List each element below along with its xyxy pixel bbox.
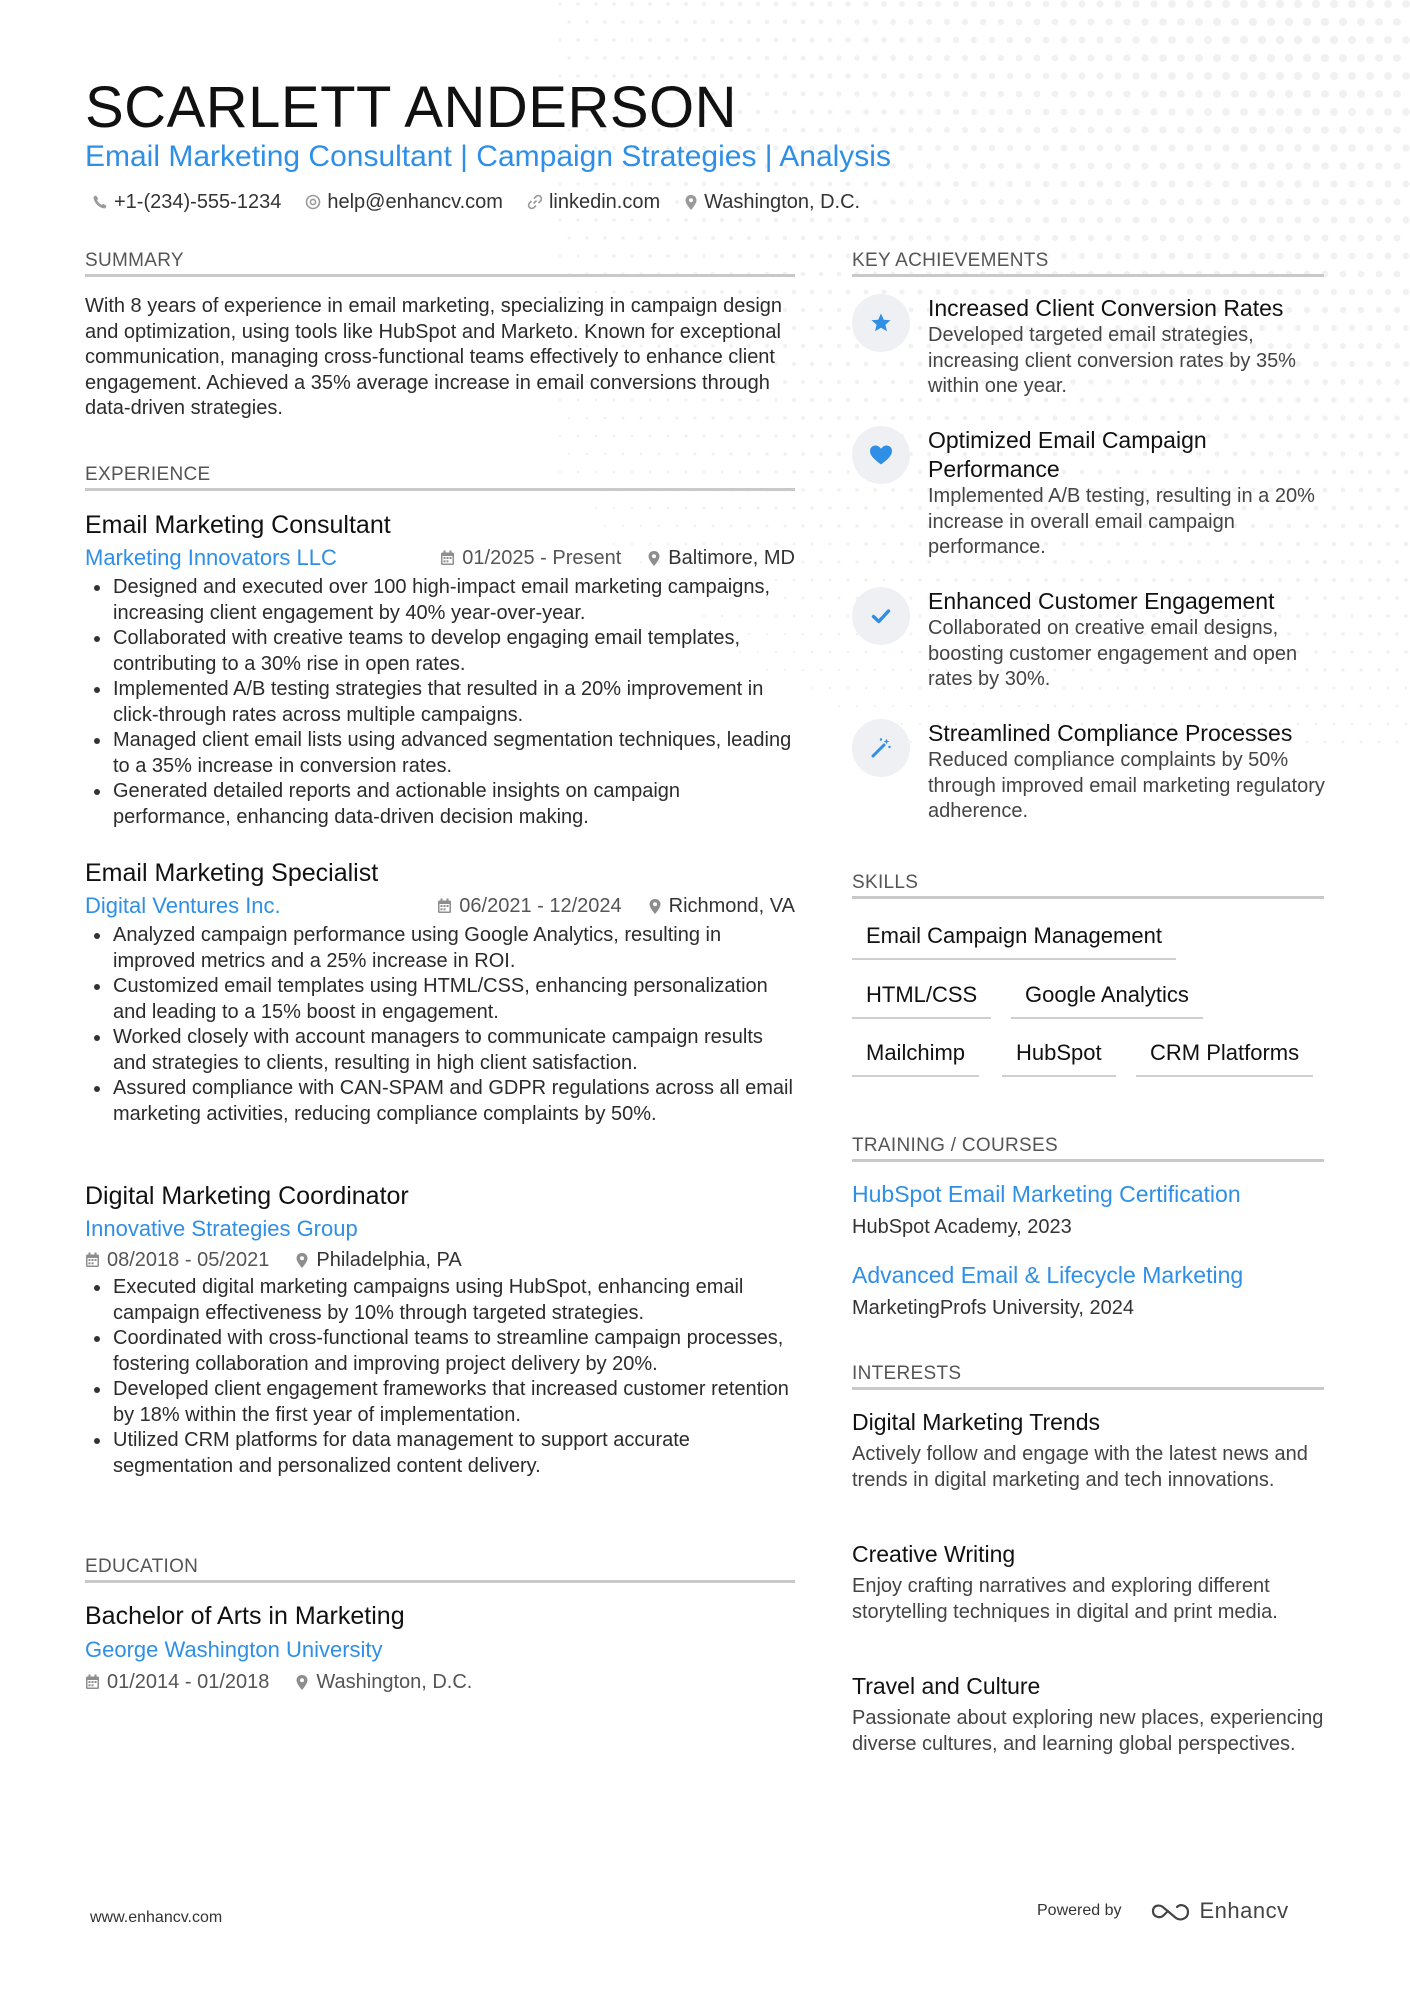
school-name[interactable]: George Washington University	[85, 1636, 383, 1662]
check-icon	[869, 604, 893, 628]
section-divider	[85, 488, 795, 491]
contact-phone[interactable]	[92, 189, 281, 215]
section-divider	[852, 274, 1324, 277]
bullet-item: Assured compliance with CAN-SPAM and GDPR regulations across all email marketing activities, reducing compliance complaints by 50%.	[85, 1076, 795, 1127]
heart-icon	[868, 443, 894, 467]
job-location	[648, 895, 795, 918]
education-dates	[85, 1671, 269, 1694]
section-divider	[85, 274, 795, 277]
job-company[interactable]: Digital Ventures Inc.	[85, 893, 281, 918]
job-dates	[85, 1249, 269, 1272]
job-meta	[85, 889, 795, 923]
job-location-text: Philadelphia, PA	[316, 1248, 462, 1271]
interest-title: Digital Marketing Trends	[852, 1409, 1100, 1435]
job-location-text: Baltimore, MD	[668, 546, 795, 569]
magic-wand-icon	[869, 736, 893, 760]
contact-location	[684, 189, 860, 215]
candidate-name: SCARLETT ANDERSON	[85, 75, 738, 140]
bullet-item: Collaborated with creative teams to develop engaging email templates, contributing to a 30% rise in open rates.	[85, 626, 795, 677]
contact-bar	[92, 189, 884, 215]
linkedin-text: linkedin.com	[548, 191, 661, 213]
job-location	[647, 547, 795, 570]
location-pin-icon	[295, 1252, 309, 1269]
achievement-title: Optimized Email Campaign Performance	[928, 427, 1207, 482]
job-company[interactable]: Marketing Innovators LLC	[85, 545, 337, 570]
interest-desc: Passionate about exploring new places, experiencing diverse cultures, and learning global perspectives.	[852, 1707, 1324, 1755]
achievement-desc: Reduced compliance complaints by 50% through improved email marketing regulatory adherence.	[928, 749, 1325, 822]
job-bullets	[85, 1275, 795, 1479]
bullet-item: Worked closely with account managers to communicate campaign results and strategies to clients, resulting in high client satisfaction.	[85, 1025, 795, 1076]
bullet-item: Analyzed campaign performance using Google Analytics, resulting in improved metrics and a 25% increase in ROI.	[85, 923, 795, 974]
section-heading-skills: SKILLS	[852, 872, 919, 893]
phone-text: +1-(234)-555-1234	[114, 191, 282, 213]
location-pin-icon	[684, 194, 698, 211]
experience-entry	[85, 509, 795, 830]
skill-chip: HTML/CSS	[852, 981, 991, 1019]
job-role: Digital Marketing Coordinator	[85, 1182, 409, 1210]
interest-desc: Enjoy crafting narratives and exploring different storytelling techniques in digital and print media.	[852, 1575, 1278, 1623]
education-entry	[85, 1600, 795, 1697]
achievement-desc: Collaborated on creative email designs, boosting customer engagement and open rates by 30%.	[928, 617, 1298, 690]
job-dates	[437, 895, 621, 918]
footer-powered-by[interactable]	[1037, 1898, 1289, 1924]
bullet-item: Developed client engagement frameworks that increased customer retention by 18% within the first year of implementation.	[85, 1377, 795, 1428]
star-icon	[869, 311, 893, 335]
job-bullets	[85, 575, 795, 830]
link-icon	[527, 194, 543, 210]
calendar-icon	[437, 898, 452, 914]
location-pin-icon	[647, 550, 661, 567]
degree: Bachelor of Arts in Marketing	[85, 1602, 405, 1630]
bullet-item: Managed client email lists using advanced segmentation techniques, leading to a 35% increase in conversion rates.	[85, 728, 795, 779]
interest-title: Travel and Culture	[852, 1673, 1041, 1699]
education-dates-text: 01/2014 - 01/2018	[107, 1670, 270, 1693]
achievement-title: Enhanced Customer Engagement	[928, 588, 1275, 614]
bullet-item: Generated detailed reports and actionable insights on campaign performance, enhancing data-driven decision making.	[85, 779, 795, 830]
job-dates-text: 08/2018 - 05/2021	[107, 1248, 270, 1271]
section-divider	[852, 1159, 1324, 1162]
skill-chip: HubSpot	[1002, 1039, 1116, 1077]
course-source: HubSpot Academy, 2023	[852, 1216, 1072, 1238]
location-pin-icon	[295, 1674, 309, 1691]
section-divider	[85, 1580, 795, 1583]
achievement-desc: Developed targeted email strategies, increasing client conversion rates by 35% within one year.	[928, 324, 1296, 397]
skill-chip: CRM Platforms	[1136, 1039, 1313, 1077]
calendar-icon	[85, 1252, 100, 1268]
job-company[interactable]: Innovative Strategies Group	[85, 1215, 358, 1241]
footer-website[interactable]: www.enhancv.com	[90, 1909, 223, 1926]
education-location	[295, 1671, 472, 1694]
course-title[interactable]: HubSpot Email Marketing Certification	[852, 1181, 1241, 1207]
section-heading-summary: SUMMARY	[85, 250, 184, 271]
bullet-item: Executed digital marketing campaigns using HubSpot, enhancing email campaign effectiveness by 10% through targeted strategies.	[85, 1275, 795, 1326]
bullet-item: Utilized CRM platforms for data management to support accurate segmentation and personalized content delivery.	[85, 1428, 795, 1479]
experience-entry	[85, 857, 795, 1127]
job-dates-text: 01/2025 - Present	[462, 546, 622, 569]
enhancv-logo-icon	[1150, 1900, 1194, 1922]
job-location	[295, 1249, 461, 1272]
section-heading-achievements: KEY ACHIEVEMENTS	[852, 250, 1049, 271]
location-text: Washington, D.C.	[704, 191, 861, 213]
section-divider	[852, 896, 1324, 899]
achievement-item	[852, 426, 1327, 561]
contact-email[interactable]	[305, 189, 503, 215]
section-heading-experience: EXPERIENCE	[85, 464, 211, 485]
section-heading-interests: INTERESTS	[852, 1363, 962, 1384]
achievement-item	[852, 719, 1327, 825]
skill-chip: Email Campaign Management	[852, 922, 1176, 960]
job-role: Email Marketing Consultant	[85, 511, 391, 539]
job-location-text: Richmond, VA	[668, 894, 795, 917]
achievement-title: Increased Client Conversion Rates	[928, 295, 1284, 321]
candidate-title: Email Marketing Consultant | Campaign Strategies | Analysis	[85, 140, 891, 173]
job-dates	[440, 547, 621, 570]
job-role: Email Marketing Specialist	[85, 859, 379, 887]
interest-title: Creative Writing	[852, 1541, 1016, 1567]
education-location-text: Washington, D.C.	[316, 1670, 473, 1693]
location-pin-icon	[648, 898, 662, 915]
calendar-icon	[85, 1674, 100, 1690]
skill-chip: Google Analytics	[1011, 981, 1203, 1019]
experience-entry	[85, 1180, 795, 1479]
course-title[interactable]: Advanced Email & Lifecycle Marketing	[852, 1262, 1244, 1288]
achievement-desc: Implemented A/B testing, resulting in a 20% increase in overall email campaign performance.	[928, 485, 1315, 558]
email-text: help@enhancv.com	[327, 191, 503, 213]
section-heading-training: TRAINING / COURSES	[852, 1135, 1058, 1156]
bullet-item: Implemented A/B testing strategies that resulted in a 20% improvement in click-through rates across multiple campaigns.	[85, 677, 795, 728]
brand-name: Enhancv	[1199, 1898, 1289, 1923]
achievement-item	[852, 294, 1327, 400]
powered-by-label: Powered by	[1037, 1902, 1122, 1919]
at-icon	[305, 194, 321, 210]
job-meta	[85, 1212, 795, 1245]
job-dates-text: 06/2021 - 12/2024	[459, 894, 622, 917]
contact-linkedin[interactable]	[527, 189, 660, 215]
skill-chip: Mailchimp	[852, 1039, 979, 1077]
bullet-item: Designed and executed over 100 high-impact email marketing campaigns, increasing client engagement by 40% year-over-year.	[85, 575, 795, 626]
achievement-title: Streamlined Compliance Processes	[928, 720, 1293, 746]
job-meta	[85, 541, 795, 575]
calendar-icon	[440, 550, 455, 566]
bullet-item: Coordinated with cross-functional teams to streamline campaign processes, fostering collaboration and improving project delivery by 20%.	[85, 1326, 795, 1377]
section-divider	[852, 1387, 1324, 1390]
achievement-item	[852, 587, 1327, 693]
interest-desc: Actively follow and engage with the latest news and trends in digital marketing and tech innovations.	[852, 1443, 1308, 1491]
job-bullets	[85, 923, 795, 1127]
section-heading-education: EDUCATION	[85, 1556, 199, 1577]
summary-text: With 8 years of experience in email marketing, specializing in campaign design and optimization, using tools like HubSpot and Marketo. Known for exceptional communication, managing cross-functional teams effectively to enhance client engagement. Achieved a 35% average increase in email conversions through data-driven strategies.	[85, 295, 783, 419]
course-source: MarketingProfs University, 2024	[852, 1297, 1134, 1319]
bullet-item: Customized email templates using HTML/CSS, enhancing personalization and leading to a 15% boost in engagement.	[85, 974, 795, 1025]
phone-icon	[92, 194, 108, 210]
